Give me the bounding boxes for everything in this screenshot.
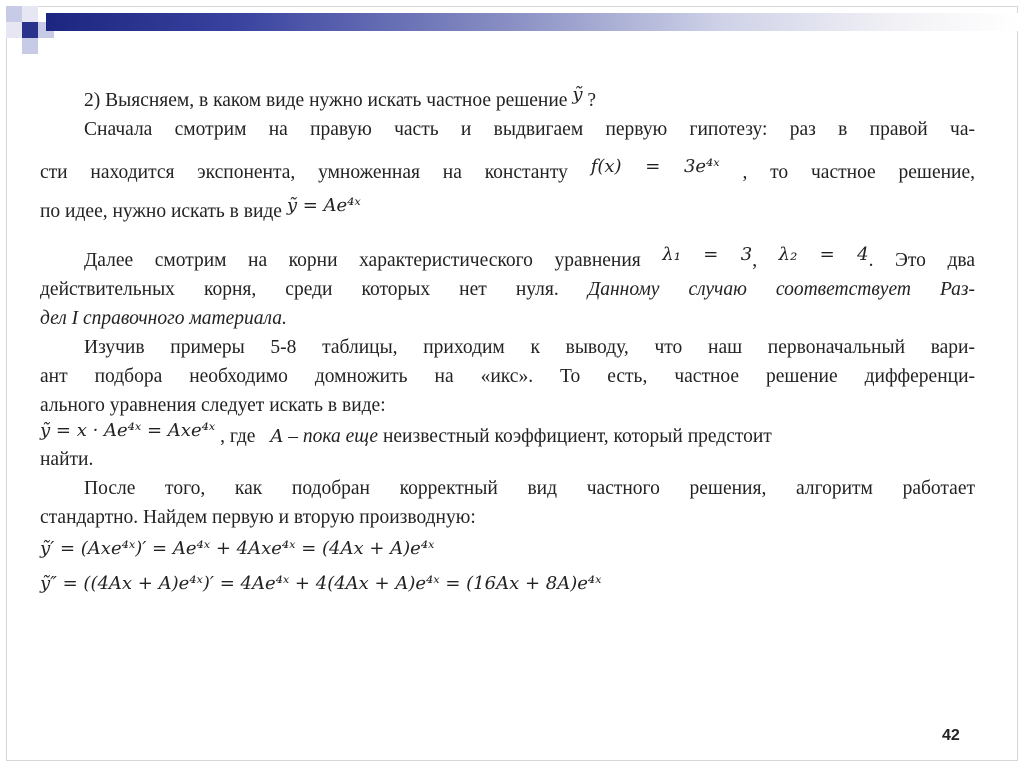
formula-right-side: f(x) = 3e⁴ˣ <box>590 156 720 177</box>
equation-first-derivative <box>40 534 975 563</box>
formula-particular-solution: ỹ <box>572 84 583 105</box>
corner-square-2 <box>22 6 38 22</box>
text: найти. <box>40 449 94 470</box>
formula-hypothesis: ỹ = Ae⁴ˣ <box>286 195 361 216</box>
text: по идее, нужно искать в виде <box>40 201 282 222</box>
text: Сначала смотрим на правую часть и выдвигаем первую гипотезу: раз в правой ча- <box>84 119 975 140</box>
corner-square-1 <box>6 6 22 22</box>
line-14 <box>40 503 975 532</box>
text: неизвестный коэффициент, который предстоит <box>382 426 772 447</box>
text: Изучив примеры 5-8 таблицы, приходим к выводу, что наш первоначальный вари- <box>84 337 975 358</box>
formula-second-derivative: ỹ″ = ((4Ax + A)e⁴ˣ)′ = 4Ae⁴ˣ + 4(4Ax + A)e⁴ˣ = (16Ax + 8A)e⁴ˣ <box>40 573 602 594</box>
line-2 <box>40 115 975 144</box>
text: , то частное решение, <box>742 162 975 183</box>
italic-text: – пока еще <box>288 426 379 447</box>
text: сти находится экспонента, умноженная на константу <box>40 162 568 183</box>
line-8 <box>40 333 975 362</box>
formula-coefficient: A <box>270 426 284 447</box>
line-5 <box>40 246 975 275</box>
text: Далее смотрим на корни характеристического уравнения <box>84 250 641 271</box>
text: ант подбора необходимо домножить на «икс». То есть, частное решение дифференци- <box>40 366 975 387</box>
italic-text: дел I справочного материала. <box>40 308 287 329</box>
text: ? <box>587 90 597 111</box>
text: После того, как подобран корректный вид частного решения, алгоритм работает <box>84 478 975 499</box>
line-13 <box>40 474 975 503</box>
text: стандартно. Найдем первую и вторую производную: <box>40 507 476 528</box>
corner-square-6 <box>22 38 38 54</box>
line-10 <box>40 391 975 420</box>
formula-lambda-1: λ₁ = 3 <box>662 244 753 265</box>
line-7 <box>40 304 975 333</box>
text: действительных корня, среди которых нет нуля. <box>40 279 559 300</box>
italic-text: Данному случаю соответствует Раз- <box>587 279 976 300</box>
corner-square-3 <box>6 22 22 38</box>
line-9 <box>40 362 975 391</box>
text: . Это два <box>868 250 976 271</box>
formula-lambda-2: λ₂ = 4 <box>778 244 869 265</box>
text: ального уравнения следует искать в виде: <box>40 395 386 416</box>
line-4 <box>40 197 975 226</box>
formula-first-derivative: ỹ′ = (Axe⁴ˣ)′ = Ae⁴ˣ + 4Axe⁴ˣ = (4Ax + A)e⁴ˣ <box>40 538 435 559</box>
formula-modified-solution: ỹ = x · Ae⁴ˣ = Axe⁴ˣ <box>40 420 216 441</box>
header-gradient-bar <box>46 13 1018 31</box>
document-body <box>40 86 975 598</box>
page-number: 42 <box>942 727 960 744</box>
text: , <box>752 250 758 271</box>
corner-square-4 <box>22 22 38 38</box>
text: 2) Выясняем, в каком виде нужно искать частное решение <box>84 90 568 111</box>
equation-second-derivative <box>40 569 975 598</box>
line-6 <box>40 275 975 304</box>
line-3 <box>40 158 975 187</box>
text: , где <box>220 426 256 447</box>
line-1 <box>40 86 975 115</box>
